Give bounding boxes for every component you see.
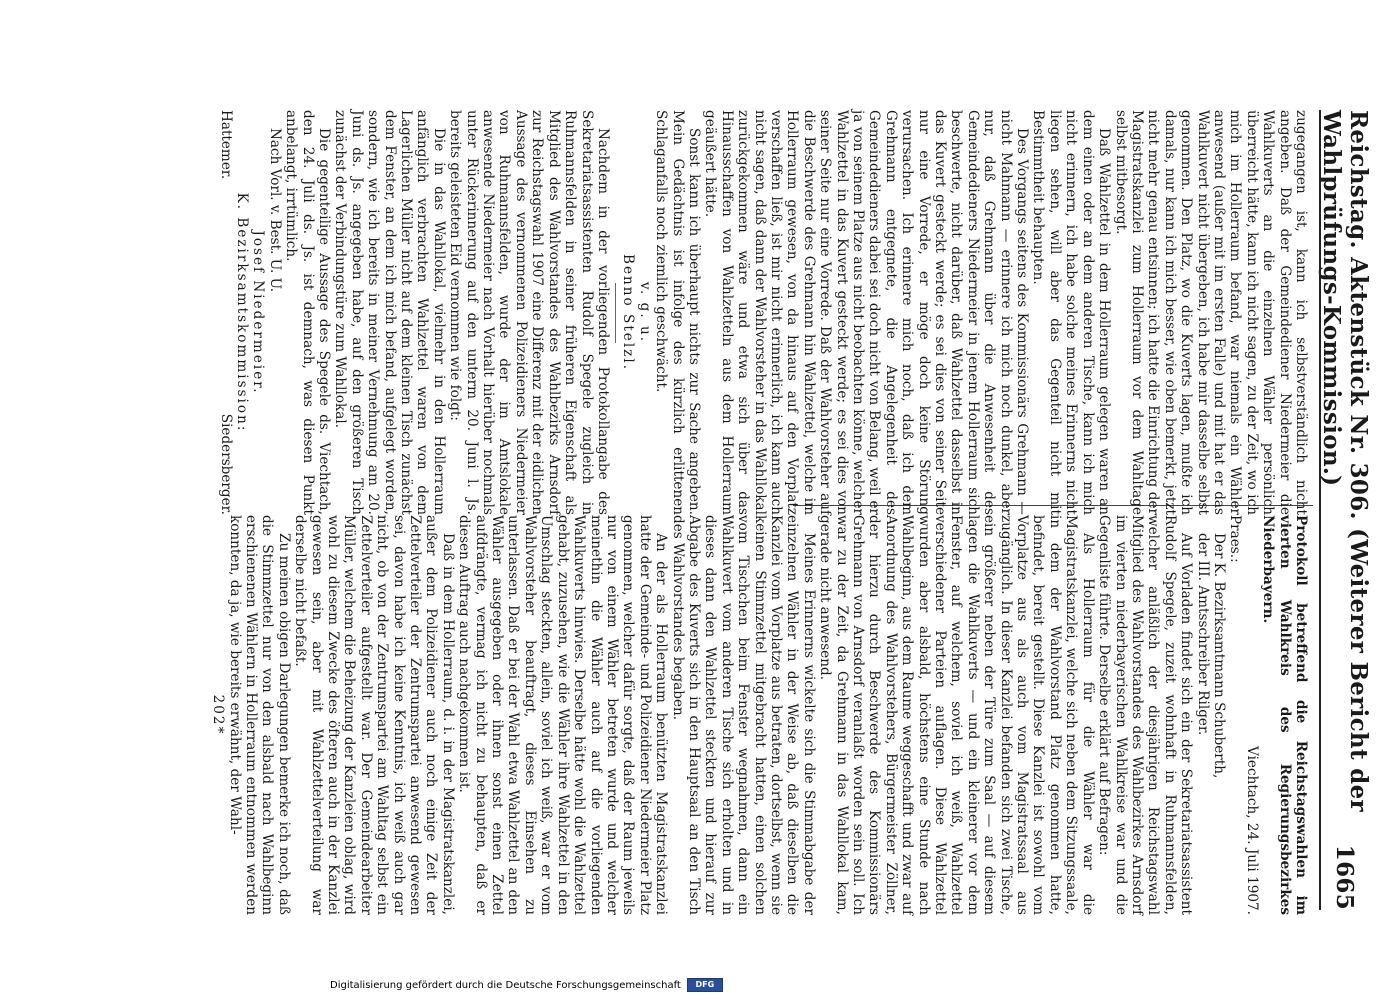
- paragraph: Nachdem in der vorliegenden Protokollangabe des Sekretariatsassistenten Rudolf Spegele zugleich in Ruhmannsfelden in seiner früheren Eigenschaft als Mitglied des Wahlvorstandes des Wahlbezirks Arnsdorf zur Reichstagswahl 1907 eine Differenz mit der eidlichen Aussage des vernommenen Polizeidieners Niedermeier von Ruhmannsfelden, wurde der im Amtslokale anwesende Niedermeier nach Vorhalt hierüber nochmals unter Rückerinnerung auf den unterm 20. Juni l. Js. bereits geleisteten Eid vernommen wie folgt:: [447, 110, 611, 515]
- header-title: Reichstag. Aktenstück Nr. 306. (Weiterer Bericht der Wahlprüfungs-Kommission.): [1318, 110, 1372, 812]
- signature-right: Siedersberger.: [217, 413, 234, 515]
- paragraph: zugegangen ist, kann ich selbstverständlich nicht angeben. Daß der Gemeindediener Niedermeier die Wahlkuverts an die einzelnen Wähler persönlich überreicht hätte, kann ich nicht sagen, zu der Zeit, wo ich mich im Hollerraum befand, war niemals ein Wähler anwesend (außer mit im ersten Falle) und mit hat er das Wahlkuvert nicht übergeben, ich habe mir dasselbe selbst genommen. Den Platz, wo die Kuverts lagen, mußte ich damals, nur kann ich mich besser, wie oben bemerkt, jetzt nicht mehr genau entsinnen; ich hatte die Einrichtung der Magistratskanzlei zum Hollerraum vor dem Wahltage selbst mitbesorgt.: [1112, 110, 1309, 515]
- paragraph: Sonst kann ich überhaupt nichts zur Sache angeben. Mein Gedächtnis ist infolge des kürzlich erlittenen Schlaganfalls noch ziemlich geschwächt.: [653, 110, 702, 515]
- signature-note: Nach Vorl. v. Best. U. U.: [266, 128, 283, 293]
- signature-note: v. g. u.: [636, 281, 653, 344]
- protocol-title: Protokoll betreffend die Reichstagswahlen im vierten Wahlkreis des Regierungsbezirkes Niederbayern.: [1260, 515, 1309, 915]
- page-number: 202*: [210, 694, 227, 736]
- left-column: [217, 110, 1309, 515]
- praes-label: Praes.:: [1227, 515, 1244, 563]
- praes-clerk: der III. Amtsschreiber Rilger.: [1194, 533, 1211, 736]
- commission-label: K. Bezirksamtskommission:: [234, 192, 250, 433]
- paragraph: Des Vorgangs seitens des Kommissionärs Grehmann — nicht Mahmann — erinnere ich mich noch dunkel, aber nur, daß Grehmann über die Anwesenheit des Gemeindedieners Niedermeier in jenem Hollerraum sich beschwerte, nicht darüber, daß Wahlzettel dasselbst in das Kuvert gesteckt werde; es sei dies von seiner Seite nur eine Vorrede, er möge doch keine Störung verursachen. Ich erinnere mich noch, daß ich dem Grehmann entgegnete, die Angelegenheit des Gemeindedieners dabei sei doch nicht von Belang, weil er ja von seinem Platze aus nicht beobachten könne, welcher Wahlzettel in das Kuvert gesteckt werde; es sei dies von seiner Seite nur eine Vorrede. Daß der Wahlvorsteher auf die Beschwerde des Grehmann hin Wahlzettel, welche im Hollerraum gewesen, von da hinaus auf den Vorplatz verschaffen ließ, ist mir nicht erinnerlich, ich kann auch nicht sagen, daß dann der Wahlvorsteher in das Wahllokal zurückgekommen wäre und etwa sich über das Hinausschaffen von Wahlzetteln aus dem Hollerraum geäußert hätte.: [702, 110, 1031, 515]
- dfg-logo-icon: DFG: [687, 978, 723, 992]
- paragraph: Die gegenteilige Aussage des Spegele ds. Viechtach, den 24. Juli ds. Js. ist demnach, was diesen Punkt anbelangt, irrtümlich.: [283, 110, 333, 515]
- signature: Benno Stelzl.: [620, 253, 637, 372]
- header-rule: [1319, 110, 1321, 910]
- footer-text: Digitalisierung gefördert durch die Deutsche Forschungsgemeinschaft: [330, 979, 681, 991]
- signatures-row: [217, 110, 233, 515]
- signature: Josef Niedermeier.: [250, 230, 267, 395]
- separator: [615, 283, 616, 343]
- header-page-number: 1665: [1331, 844, 1359, 910]
- praes-name: Der K. Bezirksamtmann Schuberth,: [1210, 533, 1227, 779]
- paragraph: Daß Wahlzettel in dem Hollerraum gelegen waren an dem einen oder an dem anderen Tische, kann ich mich nicht erinnern, ich habe solche meines Erinnerns nicht liegen sehen, will aber das Gegenteil nicht mit Bestimmtheit behaupten.: [1030, 110, 1113, 515]
- paragraph: Als Hollerraum für die Wähler war die Magistratskanzlei, welche sich neben dem Sitzungssaale, in dem der Wahlvorstand Platz genommen hatte, befindet, bereit gestellt. Diese Kanzlei ist sowohl vom Vorplatze aus als auch vom Magistratssaal aus zugänglich. In dieser Kanzlei befanden sich zwei Tische, ein größerer neben der Türe zum Saal — auf diesem lagen die Wahlkuverts — und ein kleinerer vor dem Fenster, auf welchem, soviel ich weiß, Wahlzettel verschiedener Parteien auflagen. Diese Wahlzettel wurden aber alsbald, höchstens eine Stunde nach Wahlbeginn, aus dem Raume weggeschafft und zwar auf Anordnung des Wahlvorstehers, Bürgermeister Zöllner, der hierzu durch Beschwerde des Kommissionärs Grehmann von Arnsdorf veranlaßt worden sein soll. Ich war zu der Zeit, da Grehmann in das Wahllokal kam, gerade nicht anwesend.: [817, 515, 1096, 915]
- place-date: Viechtach, 24. Juli 1907.: [1243, 746, 1260, 915]
- right-column: [210, 515, 1309, 915]
- paragraph: Meines Erinnerns wickelte sich die Stimmabgabe der einzelnen Wähler in der Weise ab, daß dieselben die Kanzlei vom Vorplatze aus betraten, dortselbst, wenn sie keinen Stimmzettel mitgebracht hatten, einen solchen vom Tischchen beim Fenster wegnahmen, dann ein Wahlkuvert vom anderen Tische sich erholten und in dieses dann den Wahlzettel steckten und hierauf zur Abgabe des Kuverts sich in den Hauptsaal an den Tisch des Wahlvorstandes begaben.: [669, 515, 817, 915]
- paragraph: An der als Hollerraum benützten Magistratskanzlei hatte der Gemeinde- und Polizeidiener Niedermeier Platz genommen, welcher dafür sorgte, daß der Raum jeweils nur von einem Wähler betreten wurde und welcher meinethin die Wähler auch auf die vorliegenden Wahlkuverts hinwies. Derselbe hätte wohl die Wahlzettel gehabt, zuzusehen, wie die Wähler ihre Wahlzettel in den Umschlag steckten, allein, soviel ich weiß, war er vom Wahlvorsteher beauftragt, dieses Einsehen zu unterlassen. Daß er bei der Wahl etwa Wahlzettel an den Wähler ausgegeben oder ihnen sonst einen Zettel aufdrängte, vermag ich nicht zu behaupten, daß er diesen Auftrag auch nachgekommen ist.: [456, 515, 670, 915]
- page-header: [1318, 110, 1372, 910]
- paragraph: Zu meinen obigen Darlegungen bemerke ich noch, daß die Stimmzettel nur von den alsbald nach Wahlbeginn erschienenen Wählern in Hollerraum entnommen werden konnten, da ja, wie bereits erwähnt, der Wahl-: [226, 515, 292, 915]
- paragraph: Die in das Wahllokal, vielmehr in den Hollerraum anfänglich verbrachten Wahlzettel waren von dem Lagerlichen Müller nicht auf dem kleinen Tisch zunächst dem Fenster, an dem ich mich befand, aufgelegt worden, sondern, wie ich bereits in meiner Vernehmung am 20. Juni ds. Js. angegeben habe, auf den größeren Tisch zunächst der Verbindungstüre zum Wahllokal.: [332, 110, 447, 515]
- signature-left: Hattemer.: [217, 110, 234, 180]
- paragraph: Auf Vorladen findet sich ein der Sekretariatsassistent Rudolf Spegele, zuzeit wohnhaft in Ruhmannsfelden, welcher anläßlich der diesjährigen Reichstagswahl Mitglied des Wahlvorstandes des Wahlbezirkes Arnsdorf im vierten niederbayerischen Wahlkreise war und die Gegenliste führte. Derselbe erklärt auf Befragen:: [1096, 515, 1195, 915]
- paragraph: Daß in dem Hollerraum, d. i. in der Magistratskanzlei, außer dem Polizeidiener auch noch einige Zeit der Zettelverteiler der Zentrumspartei anwesend gewesen sei, davon habe ich keine Kenntnis, ich weiß auch gar nicht, ob von der Zentrumspartei am Wahltag selbst ein Zettelverteiler aufgestellt war. Der Gemeindearbeiter Müller, welchem die Beheizung der Kanzleien oblag, wird wohl zu diesem Zwecke des öfteren auch in der Kanzlei gewesen sein, aber mit Wahlzettelverteilung war derselbe nicht befaßt.: [292, 515, 456, 915]
- footer: [330, 978, 723, 992]
